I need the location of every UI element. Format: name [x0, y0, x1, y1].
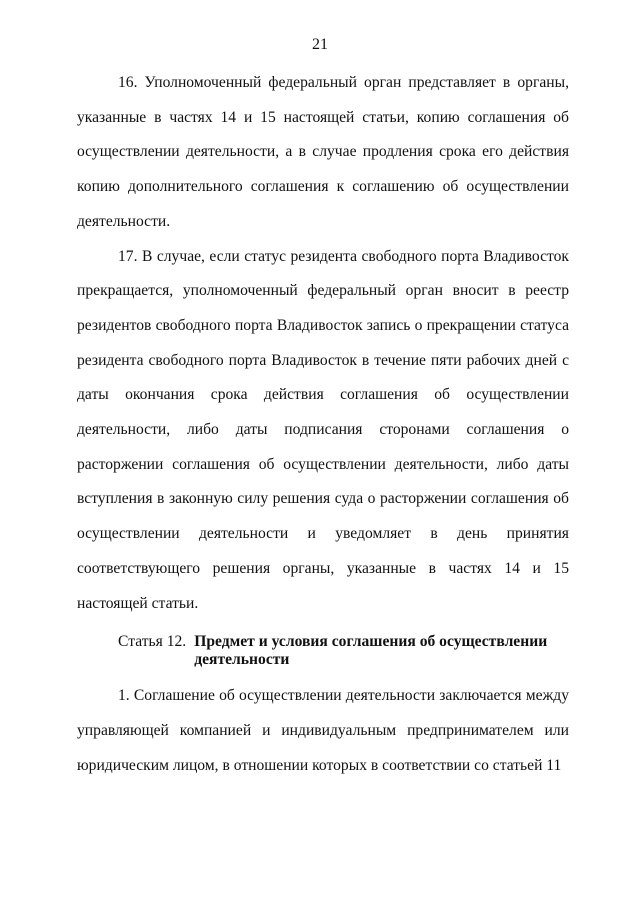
paragraph-16: 16. Уполномоченный федеральный орган представляет в органы, указанные в частях 14 и 15 настоящей статьи, копию соглашения об осуществлении деятельности, а в случае продления срока его действия копию дополнительного соглашения к соглашению об осуществлении деятельности.: [77, 74, 569, 230]
page-number: 21: [312, 36, 328, 53]
article-label: Статья 12.: [118, 633, 187, 651]
article-paragraph-1: 1. Соглашение об осуществлении деятельности заключается между управляющей компанией и индивидуальным предпринимателем или юридическим лицом, в отношении которых в соответствии со статьей 11: [77, 687, 569, 774]
article-title: Предмет и условия соглашения об осуществлении деятельности: [194, 633, 548, 669]
paragraph-17: 17. В случае, если статус резидента свободного порта Владивосток прекращается, уполномоченный федеральный орган вносит в реестр резидентов свободного порта Владивосток запись о прекращении статуса резидента свободного порта Владивосток в течение пяти рабочих дней с даты окончания срока действия соглашения об осуществлении деятельности, либо даты подписания сторонами соглашения о расторжении соглашения об осуществлении деятельности, либо даты вступления в законную силу решения суда о расторжении соглашения об осуществлении деятельности и уведомляет в день принятия соответствующего решения органы, указанные в частях 14 и 15 настоящей статьи.: [77, 247, 569, 612]
article-heading: [77, 633, 569, 669]
document-body: [77, 66, 569, 783]
